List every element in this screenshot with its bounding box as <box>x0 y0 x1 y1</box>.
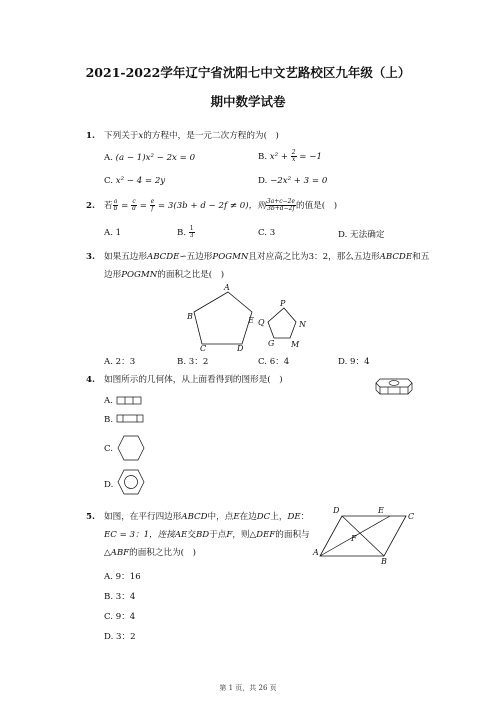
label-e: E <box>248 316 254 325</box>
question-4-number: 4. <box>86 375 95 385</box>
question-2-option-a[interactable]: A. 1 <box>104 228 122 238</box>
label-m: M <box>291 340 300 349</box>
question-1-stem: 下列关于x的方程中，是一元二次方程的为( ) <box>104 131 279 141</box>
fraction: $\frac{1}{3}$ <box>189 225 194 239</box>
question-4-option-b[interactable]: B. <box>104 415 114 425</box>
pentagon-pogmn <box>268 308 296 338</box>
page-title: 2021-2022学年辽宁省沈阳七中文艺路校区九年级（上） <box>85 65 411 80</box>
fraction: $\frac{e}{f}$ <box>150 198 155 212</box>
question-4-stem: 如图所示的几何体，从上面看得到的图形是( ) <box>104 375 283 385</box>
question-2-option-d[interactable]: D. 无法确定 <box>338 230 385 240</box>
fraction: $\frac{3a+c-2e}{3b+d-2f}$ <box>266 198 295 212</box>
question-1-number: 1. <box>86 131 95 141</box>
question-3-option-d[interactable]: D. 9：4 <box>338 357 370 367</box>
fraction: $\frac{2}{x}$ <box>291 149 296 163</box>
question-1-option-d[interactable]: D. −2x² + 3 = 0 <box>258 176 328 186</box>
question-5-stem-line1: 如图，在平行四边形ABCD中，点E在边DC上，DE： <box>104 512 310 522</box>
label-g: G <box>268 339 275 348</box>
question-3-stem-line1: 如果五边形ABCDE∽五边形POGMN且对应高之比为3：2，那么五边形ABCDE和五 <box>104 252 430 262</box>
label-a: A <box>224 283 230 292</box>
question-4-option-d[interactable]: D. <box>104 480 114 490</box>
pentagon-abcde <box>194 292 252 344</box>
fraction: $\frac{c}{d}$ <box>132 198 136 212</box>
question-2-option-b[interactable]: B. $\frac{1}{3}$ <box>177 225 194 239</box>
option-b-figure <box>116 414 146 424</box>
page-footer: 第 1 页，共 26 页 <box>219 684 277 692</box>
option-a-figure <box>116 396 144 406</box>
question-1-option-b[interactable]: B. x² + $\frac{2}{x}$ = −1 <box>258 149 322 163</box>
question-2-stem: 若 $\frac{a}{b}$ = $\frac{c}{d}$ = $\frac{e}{f}$ = 3(3b + d − 2f ≠ 0)，则 $\frac{3a+c-2e}{3b+d-2f}$ 的值是( ) <box>104 198 338 212</box>
question-1-option-a[interactable]: A. (a − 1)x² − 2x = 0 <box>104 153 196 163</box>
parallelogram-figure <box>312 504 418 564</box>
question-5-number: 5. <box>86 512 95 522</box>
label-f: F <box>351 534 357 543</box>
question-3-stem-line2: 边形POGMN的面积之比是( ) <box>104 270 225 280</box>
option-c-figure <box>116 434 146 462</box>
question-5-stem-line2: EC = 3：1，连接AE交BD于点F，则△DEF的面积与 <box>104 530 310 540</box>
question-5-option-a[interactable]: A. 9：16 <box>104 572 141 582</box>
diagonal-bd <box>342 516 384 556</box>
question-4-option-c[interactable]: C. <box>104 444 114 454</box>
label-e: E <box>378 506 384 515</box>
question-5-option-b[interactable]: B. 3：4 <box>104 592 136 602</box>
hex-nut-solid <box>374 374 414 398</box>
question-4-option-a[interactable]: A. <box>104 396 113 406</box>
question-5-stem-line3: △ABF的面积之比为( ) <box>104 548 196 558</box>
option-d-figure <box>116 468 146 496</box>
question-3-option-c[interactable]: C. 6：4 <box>258 357 290 367</box>
question-2-option-c[interactable]: C. 3 <box>258 228 276 238</box>
question-5-option-c[interactable]: C. 9：4 <box>104 612 136 622</box>
label-a: A <box>313 548 319 557</box>
question-3-option-b[interactable]: B. 3：2 <box>177 357 209 367</box>
label-b: B <box>381 557 387 564</box>
label-c: C <box>408 512 415 521</box>
question-3-option-a[interactable]: A. 2：3 <box>104 357 136 367</box>
label-d: D <box>333 506 340 515</box>
question-2-number: 2. <box>86 201 95 211</box>
page-subtitle: 期中数学试卷 <box>210 94 286 109</box>
pentagon-figure <box>180 282 320 352</box>
label-n: N <box>299 320 306 329</box>
label-q: Q <box>258 318 265 327</box>
question-5-option-d[interactable]: D. 3：2 <box>104 632 136 642</box>
label-c: C <box>200 344 207 352</box>
question-3-number: 3. <box>86 252 95 262</box>
label-b: B <box>187 312 193 321</box>
question-1-option-c[interactable]: C. x² − 4 = 2y <box>104 176 166 186</box>
label-p: P <box>280 299 286 308</box>
label-d: D <box>237 344 244 352</box>
fraction: $\frac{a}{b}$ <box>113 198 118 212</box>
